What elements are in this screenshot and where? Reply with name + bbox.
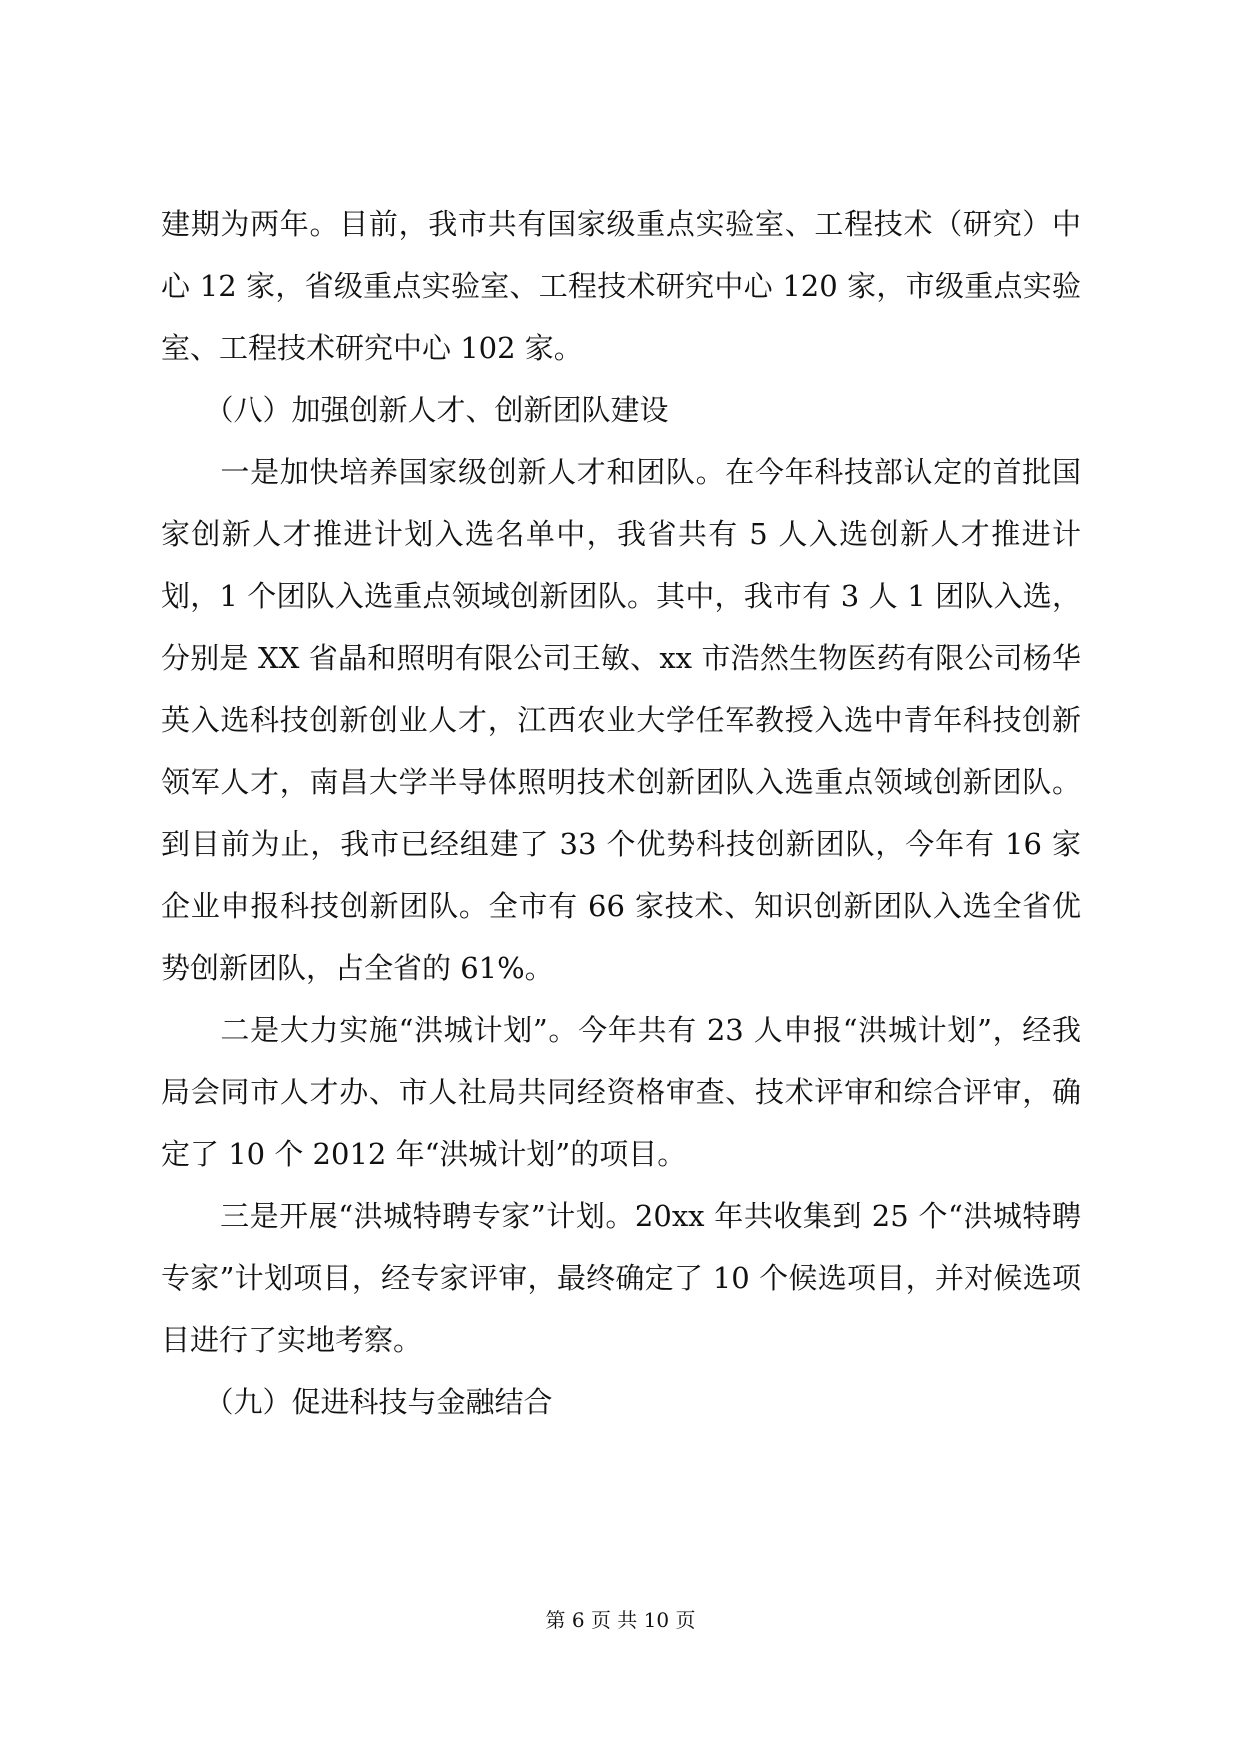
paragraph-special-experts: 三是开展“洪城特聘专家”计划。20xx 年共收集到 25 个“洪城特聘专家”计划项目，经专家评审，最终确定了 10 个候选项目，并对候选项目进行了实地考察。: [161, 1199, 1081, 1357]
paragraph-continuation: 建期为两年。目前，我市共有国家级重点实验室、工程技术（研究）中心 12 家，省级重点实验室、工程技术研究中心 120 家，市级重点实验室、工程技术研究中心 102 家。: [161, 207, 1081, 365]
paragraph-talent-training: 一是加快培养国家级创新人才和团队。在今年科技部认定的首批国家创新人才推进计划入选名单中，我省共有 5 人入选创新人才推进计划，1 个团队入选重点领域创新团队。其中，我市有 3 人 1 团队入选，分别是 XX 省晶和照明有限公司王敏、xx 市浩然生物医药有限公司杨华英入选科技创新创业人才，江西农业大学任军教授入选中青年科技创新领军人才，南昌大学半导体照明技术创新团队入选重点领域创新团队。到目前为止，我市已经组建了 33 个优势科技创新团队，今年有 16 家企业申报科技创新团队。全市有 66 家技术、知识创新团队入选全省优势创新团队，占全省的 61%。: [161, 455, 1081, 985]
section-heading-9: （九）促进科技与金融结合: [161, 1385, 553, 1419]
paragraph-hongcheng-plan: 二是大力实施“洪城计划”。今年共有 23 人申报“洪城计划”，经我局会同市人才办、市人社局共同经资格审查、技术评审和综合评审，确定了 10 个 2012 年“洪城计划”的项目。: [161, 1013, 1081, 1171]
document-body: [161, 193, 1081, 1433]
page-footer: 第 6 页 共 10 页: [545, 1608, 696, 1632]
section-heading-8: （八）加强创新人才、创新团队建设: [161, 393, 669, 427]
